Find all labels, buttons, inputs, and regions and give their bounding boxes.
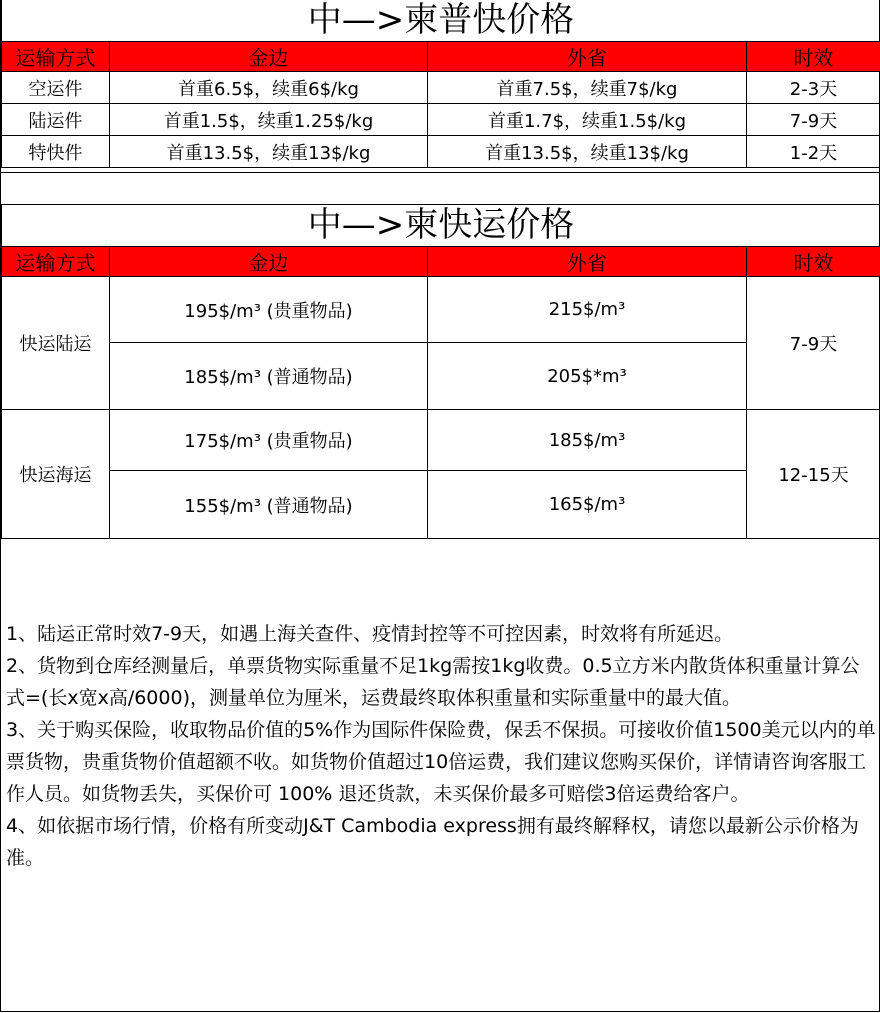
notes-section (6, 618, 878, 874)
header-phnom-penh: 金边 (110, 42, 428, 72)
header-delivery-time: 时效 (747, 42, 880, 72)
method-cell: 空运件 (2, 72, 110, 104)
province-price-cell: 首重13.5$，续重13$/kg (428, 136, 747, 168)
freight-price-title: 中—>柬快运价格 (2, 205, 880, 247)
method-cell: 快运海运 (2, 410, 110, 539)
header-province: 外省 (428, 42, 747, 72)
phnom-penh-price-cell: 185$/m³ (普通物品) (110, 343, 428, 410)
province-price-cell: 首重7.5$，续重7$/kg (428, 72, 747, 104)
note-item: 2、货物到仓库经测量后，单票货物实际重量不足1kg需按1kg收费。0.5立方米内散货体积重量计算公式=(长x宽x高/6000)，测量单位为厘米，运费最终取体积重量和实际重量中的最大值。 (6, 655, 860, 709)
delivery-time-cell: 12-15天 (747, 410, 880, 539)
province-price-cell: 185$/m³ (428, 410, 747, 471)
phnom-penh-price-cell: 155$/m³ (普通物品) (110, 471, 428, 539)
delivery-time-cell: 2-3天 (747, 72, 880, 104)
header-method: 运输方式 (2, 42, 110, 72)
header-method: 运输方式 (2, 247, 110, 277)
note-item: 4、如依据市场行情，价格有所变动J&T Cambodia express拥有最终解释权，请您以最新公示价格为准。 (6, 815, 859, 869)
express-price-title: 中—>柬普快价格 (2, 0, 880, 42)
note-item: 3、关于购买保险，收取物品价值的5%作为国际件保险费，保丢不保损。可接收价值1500美元以内的单票货物，贵重货物价值超额不收。如货物价值超过10倍运费，我们建议您购买保价，详情请咨询客服工作人员。如货物丢失，买保价可 100% 退还货款，未买保价最多可赔偿3倍运费给客户。 (6, 719, 876, 805)
phnom-penh-price-cell: 首重1.5$，续重1.25$/kg (110, 104, 428, 136)
phnom-penh-price-cell: 首重13.5$，续重13$/kg (110, 136, 428, 168)
delivery-time-cell: 1-2天 (747, 136, 880, 168)
province-price-cell: 215$/m³ (428, 277, 747, 343)
delivery-time-cell: 7-9天 (747, 277, 880, 410)
freight-price-table (1, 204, 880, 539)
delivery-time-cell: 7-9天 (747, 104, 880, 136)
header-province: 外省 (428, 247, 747, 277)
header-phnom-penh: 金边 (110, 247, 428, 277)
express-price-table (1, 0, 880, 168)
note-item: 1、陆运正常时效7-9天，如遇上海关查件、疫情封控等不可控因素，时效将有所延迟。 (6, 623, 734, 645)
phnom-penh-price-cell: 175$/m³ (贵重物品) (110, 410, 428, 471)
method-cell: 陆运件 (2, 104, 110, 136)
province-price-cell: 首重1.7$，续重1.5$/kg (428, 104, 747, 136)
province-price-cell: 165$/m³ (428, 471, 747, 539)
method-cell: 特快件 (2, 136, 110, 168)
phnom-penh-price-cell: 首重6.5$，续重6$/kg (110, 72, 428, 104)
blank-row (1, 172, 879, 205)
header-delivery-time: 时效 (747, 247, 880, 277)
phnom-penh-price-cell: 195$/m³ (贵重物品) (110, 277, 428, 343)
province-price-cell: 205$*m³ (428, 343, 747, 410)
method-cell: 快运陆运 (2, 277, 110, 410)
